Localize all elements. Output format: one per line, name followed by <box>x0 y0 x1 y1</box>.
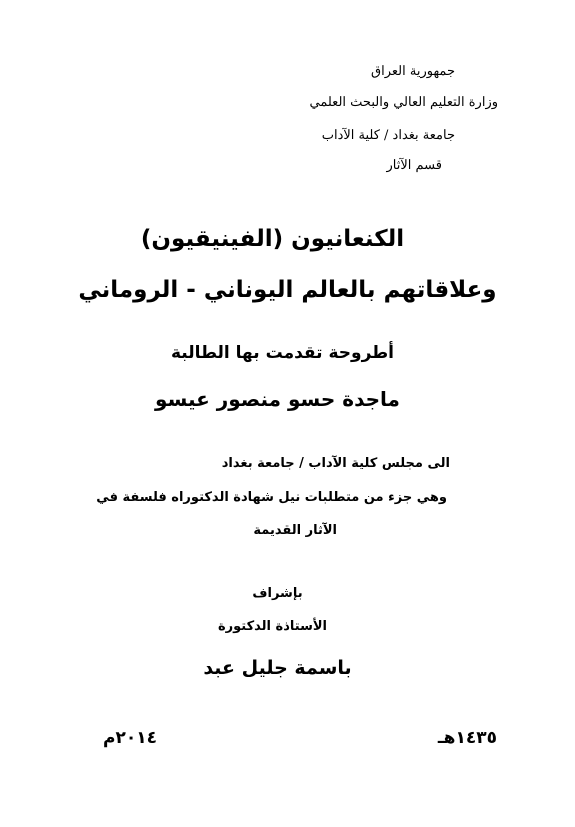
author-name: ماجدة حسو منصور عيسو <box>155 387 400 411</box>
supervisor-title: الأستاذة الدكتورة <box>217 619 327 634</box>
submission-line1: الى مجلس كلية الآداب / جامعة بغداد <box>221 456 450 471</box>
header-university: جامعة بغداد / كلية الآداب <box>321 128 455 143</box>
author-intro: أطروحة تقدمت بها الطالبة <box>170 343 395 363</box>
date-gregorian: ٢٠١٤م <box>103 728 157 748</box>
date-hijri: ١٤٣٥هـ <box>437 728 497 748</box>
header-department: قسم الآثار <box>386 158 442 173</box>
supervision-label: بإشراف <box>252 586 303 601</box>
submission-line3: الآثار القديمة <box>253 523 337 538</box>
submission-line2: وهي جزء من متطلبات نيل شهادة الدكتوراه فلسفة في <box>96 490 447 505</box>
thesis-title-line2: وعلاقاتهم بالعالم اليوناني - الروماني <box>78 277 497 303</box>
header-republic: جمهورية العراق <box>371 64 455 79</box>
supervisor-name: باسمة جليل عبد <box>203 657 352 679</box>
header-ministry: وزارة التعليم العالي والبحث العلمي <box>309 95 498 110</box>
thesis-title-line1: الكنعانيون (الفينيقيون) <box>140 226 405 252</box>
